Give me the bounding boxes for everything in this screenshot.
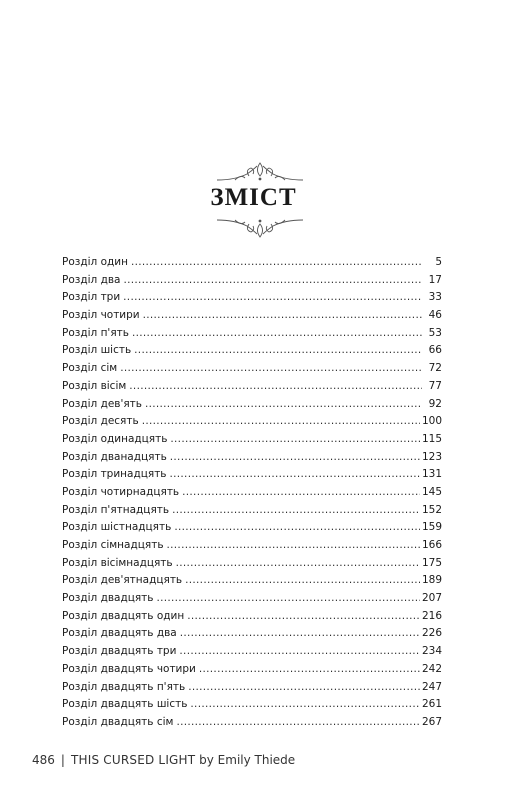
toc-entry[interactable] [62, 254, 442, 272]
dot-leader [187, 608, 420, 626]
toc-entry[interactable] [62, 431, 442, 449]
toc-entry[interactable] [62, 625, 442, 643]
toc-entry-label: Розділ вісім [62, 379, 127, 392]
dot-leader [156, 590, 419, 608]
toc-entry-page: 234 [421, 645, 442, 658]
toc-entry-label: Розділ двадцять шість [62, 698, 188, 711]
toc-entry-page: 267 [421, 715, 442, 728]
dot-leader [123, 272, 422, 290]
toc-entry-label: Розділ п'ять [62, 326, 129, 339]
toc-entry[interactable] [62, 378, 442, 396]
dot-leader [172, 502, 420, 520]
toc-entry-label: Розділ тринадцять [62, 468, 167, 481]
footer-author: by Emily Thiede [199, 753, 296, 767]
bottom-flourish-ornament [215, 216, 305, 240]
toc-entry-label: Розділ чотирнадцять [62, 485, 180, 498]
toc-entry-page: 247 [421, 680, 442, 693]
toc-entry-label: Розділ двадцять два [62, 627, 177, 640]
toc-entry-label: Розділ дев'ятнадцять [62, 574, 183, 587]
dot-leader [180, 625, 420, 643]
toc-entry-label: Розділ чотири [62, 309, 140, 322]
toc-entry-page: 5 [435, 256, 442, 268]
dot-leader [123, 289, 422, 307]
dot-leader [176, 714, 420, 732]
toc-entry-page: 152 [421, 503, 442, 516]
toc-entry-page: 72 [428, 362, 442, 375]
toc-entry-label: Розділ один [62, 256, 128, 268]
toc-entry-page: 66 [428, 344, 442, 357]
toc-entry[interactable] [62, 307, 442, 325]
toc-entry-label: Розділ п'ятнадцять [62, 503, 170, 516]
toc-entry-page: 100 [421, 415, 442, 428]
toc-entry[interactable] [62, 466, 442, 484]
toc-entry-page: 159 [421, 521, 442, 534]
toc-entry-label: Розділ дев'ять [62, 397, 142, 410]
dot-leader [190, 696, 420, 714]
toc-entry[interactable] [62, 289, 442, 307]
page-footer [32, 753, 295, 767]
toc-entry-label: Розділ двадцять три [62, 645, 177, 658]
dot-leader [188, 679, 420, 697]
toc-entry-label: Розділ шістнадцять [62, 521, 172, 534]
toc-entry-label: Розділ дванадцять [62, 450, 167, 463]
toc-entry[interactable] [62, 484, 442, 502]
toc-entry-page: 92 [428, 397, 442, 410]
toc-entry[interactable] [62, 696, 442, 714]
top-flourish-ornament [215, 160, 305, 184]
toc-entry[interactable] [62, 643, 442, 661]
toc-entry-label: Розділ двадцять сім [62, 715, 174, 728]
toc-entry-page: 175 [421, 556, 442, 569]
dot-leader [120, 360, 422, 378]
footer-book-title: THIS CURSED LIGHT [70, 753, 196, 767]
dot-leader [129, 378, 422, 396]
dot-leader [131, 254, 422, 272]
toc-entry-page: 145 [421, 485, 442, 498]
toc-entry[interactable] [62, 519, 442, 537]
toc-entry[interactable] [62, 714, 442, 732]
toc-entry[interactable] [62, 342, 442, 360]
dot-leader [170, 466, 420, 484]
toc-entry-label: Розділ три [62, 291, 121, 304]
dot-leader [167, 537, 420, 555]
dot-leader [182, 484, 420, 502]
toc-entry-page: 226 [421, 627, 442, 640]
toc-entry[interactable] [62, 396, 442, 414]
toc-entry-label: Розділ сім [62, 362, 118, 375]
dot-leader [142, 413, 420, 431]
dot-leader [185, 572, 420, 590]
toc-entry-label: Розділ шість [62, 344, 132, 357]
toc-entry-label: Розділ сімнадцять [62, 539, 164, 551]
dot-leader [134, 342, 422, 360]
toc-entry-page: 115 [421, 432, 442, 445]
toc-entry-page: 216 [421, 609, 442, 622]
toc-entry[interactable] [62, 360, 442, 378]
toc-entry-label: Розділ двадцять чотири [62, 662, 196, 675]
toc-entry-label: Розділ двадцять п'ять [62, 680, 186, 693]
dot-leader [174, 519, 420, 537]
toc-entry[interactable] [62, 679, 442, 697]
toc-entry[interactable] [62, 590, 442, 608]
toc-entry-page: 207 [421, 592, 442, 605]
dot-leader [179, 643, 420, 661]
toc-entry-label: Розділ десять [62, 415, 139, 428]
toc-entry[interactable] [62, 608, 442, 626]
toc-entry-label: Розділ вісімнадцять [62, 556, 173, 569]
toc-entry-page: 242 [421, 662, 442, 675]
dot-leader [132, 325, 422, 343]
toc-entry-label: Розділ одинадцять [62, 432, 168, 445]
page-title: ЗМІСТ [210, 184, 297, 211]
toc-entry-page: 131 [421, 468, 442, 481]
toc-entry-page: 189 [421, 574, 442, 587]
toc-entry-page: 77 [428, 379, 442, 392]
toc-entry-page: 123 [421, 450, 442, 463]
dot-leader [145, 396, 422, 414]
footer-separator: | [60, 753, 65, 767]
toc-entry[interactable] [62, 661, 442, 679]
toc-entry-page: 261 [421, 698, 442, 711]
toc-entry-page: 33 [428, 291, 442, 304]
toc-entry[interactable] [62, 272, 442, 290]
toc-entry-page: 46 [428, 309, 442, 322]
toc-entry-label: Розділ двадцять один [62, 609, 185, 622]
toc-entry-label: Розділ два [62, 273, 121, 286]
toc-entry[interactable] [62, 537, 442, 555]
dot-leader [199, 661, 420, 679]
toc-entry[interactable] [62, 325, 442, 343]
toc-entry-label: Розділ двадцять [62, 592, 154, 605]
toc-entry[interactable] [62, 572, 442, 590]
dot-leader [170, 431, 420, 449]
toc-entry-page: 53 [428, 326, 442, 339]
footer-page-number: 486 [32, 753, 55, 767]
dot-leader [176, 555, 420, 573]
dot-leader [170, 449, 420, 467]
dot-leader [143, 307, 422, 325]
toc-entry[interactable] [62, 555, 442, 573]
toc-entry[interactable] [62, 502, 442, 520]
table-of-contents [62, 254, 442, 732]
toc-entry-page: 17 [428, 273, 442, 286]
toc-entry[interactable] [62, 449, 442, 467]
toc-entry[interactable] [62, 413, 442, 431]
toc-entry-page: 166 [421, 539, 442, 551]
